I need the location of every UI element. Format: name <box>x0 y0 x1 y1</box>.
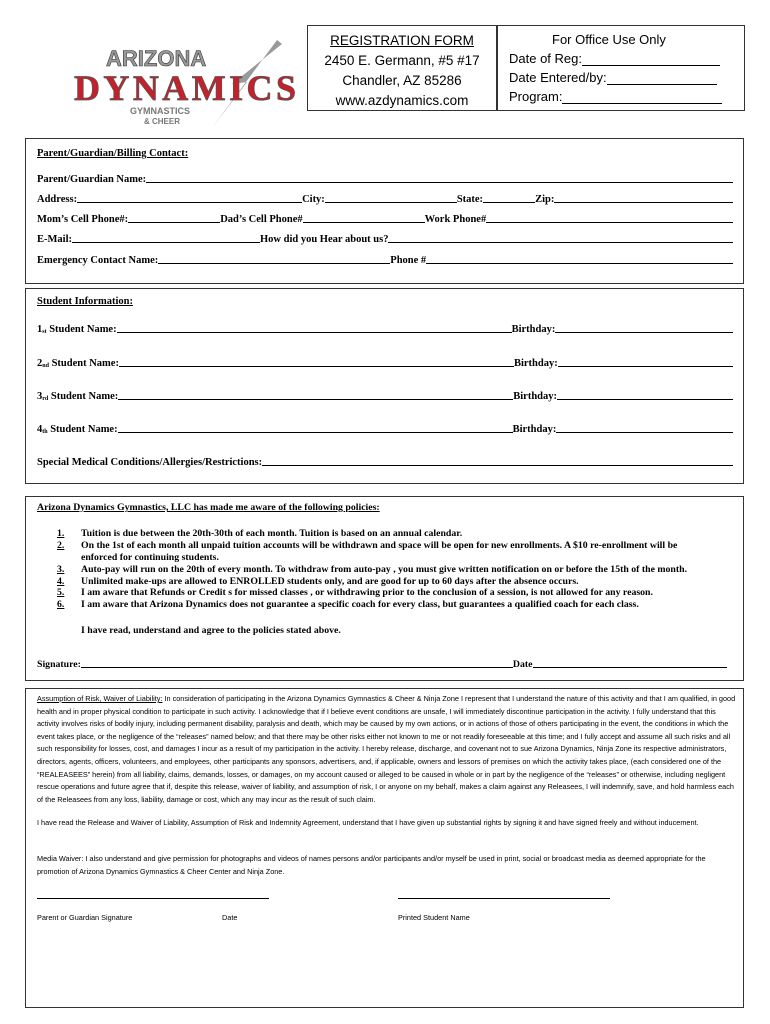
date-label: Date <box>512 659 533 670</box>
policy-text: On the 1st of each month all unpaid tuition accounts will be withdrawn and space will be open for new enrollments. A $10 re-enrollment will be enforced for continuing students. <box>81 540 678 563</box>
registration-header <box>307 25 497 111</box>
student-name-label: Student Name: <box>49 324 117 335</box>
zip-field[interactable] <box>554 202 733 203</box>
form-title: REGISTRATION FORM <box>330 33 474 48</box>
hear-label: How did you Hear about us? <box>260 234 389 245</box>
policy-item-6 <box>57 599 701 611</box>
email-field[interactable] <box>72 242 260 243</box>
policy-number: 4. <box>57 576 65 587</box>
printed-name-label: Printed Student Name <box>398 913 470 922</box>
date-field[interactable] <box>533 667 727 668</box>
date-of-reg-field[interactable] <box>582 65 720 66</box>
date-entered-field[interactable] <box>607 84 717 85</box>
student-num-suffix: st <box>42 329 47 335</box>
student-num-suffix: nd <box>42 363 49 369</box>
parent-name-field[interactable] <box>146 182 733 183</box>
policy-text: Unlimited make-ups are allowed to ENROLLED students only, and are good for up to 60 days after the absence occurs. <box>81 576 579 587</box>
office-title: For Office Use Only <box>552 32 666 47</box>
policy-text: I am aware that Arizona Dynamics does not guarantee a specific coach for every class, but guarantees a qualified coach for each class. <box>81 599 639 610</box>
hear-field[interactable] <box>388 242 733 243</box>
student-num: 3 <box>37 391 43 402</box>
emergency-field[interactable] <box>158 263 390 264</box>
work-phone-label: Work Phone# <box>424 214 487 225</box>
student-num: 4 <box>37 424 43 435</box>
parent-name-label: Parent/Guardian Name: <box>37 174 147 185</box>
waiver-date-label: Date <box>222 913 238 922</box>
logo-dynamics: DYNAMICS <box>74 68 296 108</box>
student-section-title: Student Information: <box>37 296 133 307</box>
policy-item-3 <box>57 564 701 576</box>
work-phone-field[interactable] <box>486 222 733 223</box>
parent-signature-label: Parent or Guardian Signature <box>37 913 133 922</box>
student-row-1 <box>37 324 733 335</box>
policy-number: 6. <box>57 599 65 610</box>
student-row-2 <box>37 358 733 369</box>
logo-cheer: & CHEER <box>144 117 181 126</box>
state-label: State: <box>456 194 484 205</box>
logo-gymnastics: GYMNASTICS <box>130 106 191 116</box>
policy-number: 5. <box>57 587 65 598</box>
policy-item-4 <box>57 576 701 588</box>
student-row-4 <box>37 424 733 435</box>
birthday-label: Birthday: <box>513 358 558 369</box>
dad-phone-field[interactable] <box>303 222 425 223</box>
media-waiver: Media Waiver: I also understand and give permission for photographs and videos of names persons and/or participants and/or myself be used in print, social or broadcast media as deemed appropriate for the promotion of Arizona Dynamics Gymnastics & Cheer Center and Ninja Zone. <box>37 854 706 876</box>
student-name-field[interactable] <box>117 332 512 333</box>
waiver-body: In consideration of participating in the Arizona Dynamics Gymnastics & Cheer & Ninja Zone I represent that I understand the nature of this activity and that I am qualified, in good health and in proper physical condition to participate in such activity. I acknowledge that if I believe event conditions are unsafe, I will immediately discontinue participation in the activity. I fully understand that this activity involves risks of bodily injury, including permanent disability, paralysis and death, which may be caused by my own actions, or in actions of those of others participating in the event, the conditions in which the event takes place, or the negligence of the “releases” named below; and that there may be other risks either not known to me or not readily foreseeable at this time; and I fully accept and assume all such risks and all such responsibility for losses, cost, and damages I incur as a result of my participation in the activity. I hereby release, discharge, and covenant not to sue Arizona Dynamics, Ninja Zone its respective administrators, directors, agents, officers, volunteers, and employees, other participants any sponsors, advertisers, and, if applicable, owners and lessors of premises on which the activity takes place, (each considered one of the “REALEASEES” herein) from all liability, claims, demands, losses, or damages, on my account caused or alleged to be caused in whole or in part by the negligence of the “releases” or otherwise, including negligent rescue operations and future agree that if, despite this release, waiver of liability, and assumption of risk, I or anyone on my behalf, makes a claim against any Releasees, I will indemnify, save, and hold harmless each of the Releasees from any loss, liability, damage or cost, which any may incur as the result of such claim. <box>37 694 736 804</box>
zip-label: Zip: <box>535 194 555 205</box>
student-name-field[interactable] <box>118 399 513 400</box>
signature-label: Signature: <box>37 659 81 670</box>
policy-item-2 <box>57 540 701 563</box>
parent-section-title: Parent/Guardian/Billing Contact: <box>37 148 189 159</box>
date-entered-label: Date Entered/by: <box>509 70 607 85</box>
emergency-row <box>37 255 733 266</box>
mom-phone-field[interactable] <box>128 222 220 223</box>
student-name-field[interactable] <box>119 366 514 367</box>
address-label: Address: <box>37 194 78 205</box>
waiver-heading: Assumption of Risk, Waiver of Liability: <box>37 694 163 703</box>
emergency-phone-field[interactable] <box>426 263 733 264</box>
policy-text: Tuition is due between the 20th-30th of each month. Tuition is based on an annual calendar. <box>81 528 463 539</box>
medical-field[interactable] <box>262 465 733 466</box>
printed-name-line[interactable] <box>398 898 610 899</box>
student-row-3 <box>37 391 733 402</box>
birthday-label: Birthday: <box>513 391 558 402</box>
date-of-reg-label: Date of Reg: <box>509 51 582 66</box>
medical-label: Special Medical Conditions/Allergies/Restrictions: <box>37 457 263 468</box>
address-line1: 2450 E. Germann, #5 #17 <box>324 53 480 68</box>
parent-name-row <box>37 174 733 185</box>
dad-phone-label: Dad’s Cell Phone# <box>220 214 303 225</box>
student-num-suffix: rd <box>42 396 49 402</box>
birthday-field[interactable] <box>557 399 733 400</box>
policy-number: 3. <box>57 564 65 575</box>
student-num-suffix: th <box>42 429 48 435</box>
birthday-field[interactable] <box>556 432 733 433</box>
student-num: 1 <box>37 324 43 335</box>
address-field[interactable] <box>77 202 302 203</box>
phone-row <box>37 214 733 225</box>
signature-field[interactable] <box>81 667 513 668</box>
policies-title: Arizona Dynamics Gymnastics, LLC has made me aware of the following policies: <box>37 502 380 513</box>
medical-row <box>37 457 733 468</box>
mom-phone-label: Mom’s Cell Phone#: <box>37 214 129 225</box>
parent-signature-line[interactable] <box>37 898 269 899</box>
policy-text: I am aware that Refunds or Credit s for missed classes , or withdrawing prior to the conclusion of a session, is not allowed for any reason. <box>81 587 653 598</box>
waiver-acknowledge: I have read the Release and Waiver of Liability, Assumption of Risk and Indemnity Agreement, understand that I have given up substantial rights by signing it and have signed freely and without inducement. <box>37 818 699 827</box>
birthday-field[interactable] <box>558 366 733 367</box>
program-label: Program: <box>509 89 563 104</box>
birthday-field[interactable] <box>555 332 733 333</box>
office-use-box <box>497 25 745 111</box>
policy-item-1 <box>57 528 701 540</box>
student-num: 2 <box>37 358 43 369</box>
state-field[interactable] <box>483 202 535 203</box>
program-field[interactable] <box>562 103 722 104</box>
logo-arizona: ARIZONA <box>106 46 207 71</box>
student-section <box>25 288 744 484</box>
policy-text: Auto-pay will run on the 20th of every month. To withdraw from auto-pay , you must give written notification on or before the 15th of the month. <box>81 564 688 575</box>
policy-number: 2. <box>57 540 65 551</box>
phone-label: Phone # <box>390 255 427 266</box>
city-label: City: <box>302 194 325 205</box>
policy-agreement: I have read, understand and agree to the policies stated above. <box>81 625 341 636</box>
email-label: E-Mail: <box>37 234 72 245</box>
policy-signature-row <box>37 659 727 670</box>
student-name-label: Student Name: <box>50 391 119 402</box>
address-row <box>37 194 733 205</box>
birthday-label: Birthday: <box>512 424 557 435</box>
arizona-dynamics-logo <box>72 40 304 128</box>
city-field[interactable] <box>325 202 457 203</box>
website: www.azdynamics.com <box>335 93 469 108</box>
emergency-label: Emergency Contact Name: <box>37 255 159 266</box>
policy-number: 1. <box>57 528 65 539</box>
waiver-paragraph <box>37 693 737 806</box>
policy-item-5 <box>57 587 701 599</box>
birthday-label: Birthday: <box>511 324 556 335</box>
student-name-field[interactable] <box>118 432 513 433</box>
student-name-label: Student Name: <box>51 358 119 369</box>
address-line2: Chandler, AZ 85286 <box>342 73 462 88</box>
email-row <box>37 234 733 245</box>
student-name-label: Student Name: <box>50 424 118 435</box>
